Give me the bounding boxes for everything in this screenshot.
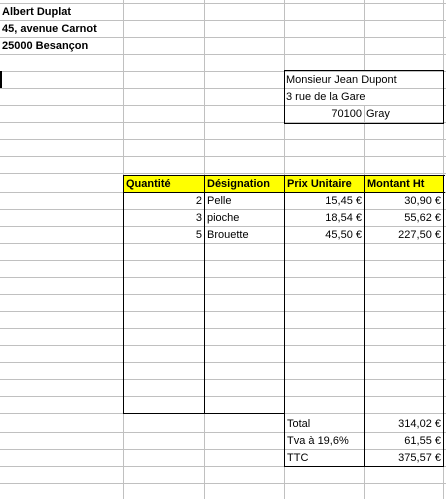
row-1-unit-price[interactable]: 15,45 €	[325, 195, 362, 207]
sender-city[interactable]: 25000 Besançon	[2, 40, 89, 52]
row-1-designation[interactable]: Pelle	[207, 195, 232, 207]
table-divider	[204, 175, 205, 414]
totals-bottom-border	[284, 466, 444, 467]
ttc-label[interactable]: TTC	[287, 452, 309, 464]
row-1-quantity[interactable]: 2	[195, 195, 202, 207]
recipient-city[interactable]: Gray	[366, 108, 390, 120]
grid-row-line	[0, 173, 446, 174]
row-2-designation[interactable]: pioche	[207, 212, 240, 224]
grid-row-line	[0, 294, 446, 295]
grid-row-line	[0, 362, 446, 363]
grid-row-line	[0, 311, 446, 312]
ttc-value[interactable]: 375,57 €	[398, 452, 441, 464]
grid-row-line	[0, 328, 446, 329]
tva-value[interactable]: 61,55 €	[404, 435, 441, 447]
grid-row-line	[0, 379, 446, 380]
grid-row-line	[0, 243, 446, 244]
row-3-quantity[interactable]: 5	[195, 229, 202, 241]
grid-row-line	[0, 277, 446, 278]
recipient-postcode[interactable]: 70100	[331, 108, 362, 120]
table-left-border	[123, 175, 124, 414]
grid-row-line	[0, 345, 446, 346]
sender-name[interactable]: Albert Duplat	[2, 6, 72, 18]
grid-row-line	[0, 156, 446, 157]
row-3-unit-price[interactable]: 45,50 €	[325, 229, 362, 241]
recipient-address-box	[284, 70, 444, 124]
grid-row-line	[0, 139, 446, 140]
row-2-amount[interactable]: 55,62 €	[404, 212, 441, 224]
row-2-unit-price[interactable]: 18,54 €	[325, 212, 362, 224]
header-designation[interactable]: Désignation	[205, 176, 284, 192]
grid-row-line	[0, 396, 446, 397]
header-unit-price[interactable]: Prix Unitaire	[285, 176, 364, 192]
grid-row-line	[0, 260, 446, 261]
row-1-amount[interactable]: 30,90 €	[404, 195, 441, 207]
tva-label[interactable]: Tva à 19,6%	[287, 435, 349, 447]
header-quantity[interactable]: Quantité	[124, 176, 204, 192]
recipient-name[interactable]: Monsieur Jean Dupont	[284, 72, 444, 88]
grid-row-line	[0, 54, 446, 55]
row-3-designation[interactable]: Brouette	[207, 229, 249, 241]
sender-street[interactable]: 45, avenue Carnot	[2, 23, 97, 35]
grid-row-line	[0, 483, 446, 484]
row-2-quantity[interactable]: 3	[195, 212, 202, 224]
row-3-amount[interactable]: 227,50 €	[398, 229, 441, 241]
header-amount-ht[interactable]: Montant Ht	[365, 176, 443, 192]
total-label[interactable]: Total	[287, 418, 311, 430]
total-value[interactable]: 314,02 €	[398, 418, 441, 430]
table-right-border	[443, 175, 444, 467]
row-selection-marker	[0, 71, 2, 88]
recipient-street[interactable]: 3 rue de la Gare	[284, 89, 444, 105]
